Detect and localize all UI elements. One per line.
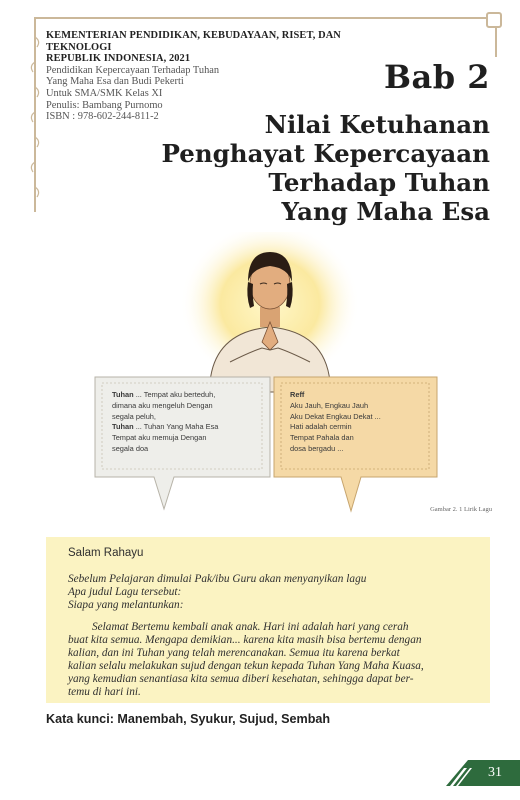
isbn-line: ISBN : 978-602-244-811-2 <box>46 111 159 123</box>
chapter-title <box>161 110 490 226</box>
lyric-heading: Reff <box>290 390 305 399</box>
ministry-line: KEMENTERIAN PENDIDIKAN, KEBUDAYAAN, RISET, DAN TEKNOLOGI <box>46 30 341 53</box>
paragraph-line: temu di hari ini. <box>68 686 141 698</box>
republic-line: REPUBLIK INDONESIA, 2021 <box>46 53 191 65</box>
figure-caption: Gambar 2. 1 Lirik Lagu <box>430 506 492 513</box>
author-line: Penulis: Bambang Purnomo <box>46 99 163 111</box>
lyric-line: Tempat Pahala dan <box>290 433 354 443</box>
subject-line: Pendidikan Kepercayaan Terhadap Tuhan <box>46 64 220 76</box>
vine-ornament-icon <box>28 17 44 212</box>
greeting-paragraph <box>68 621 478 699</box>
subject-line-2: Yang Maha Esa dan Budi Pekerti <box>46 76 184 88</box>
lyric-word: Tuhan <box>112 390 134 399</box>
page-number: 31 <box>488 765 502 780</box>
lyric-line: Tempat aku memuja Dengan <box>112 433 207 443</box>
lyric-line: Hati adalah cermin <box>290 422 352 432</box>
question-line: Siapa yang melantunkan: <box>68 599 184 611</box>
greeting-box <box>46 537 490 703</box>
chapter-label: Bab 2 <box>383 58 490 96</box>
lyric-line: segala peluh, <box>112 411 156 421</box>
paragraph-line: Selamat Bertemu kembali anak anak. Hari ini adalah hari yang cerah <box>92 621 409 633</box>
paragraph-line: buat kita semua. Mengapa demikian... karena kita masih bisa bertemu dengan <box>68 634 422 646</box>
page-number-tab <box>446 760 520 786</box>
question-line: Sebelum Pelajaran dimulai Pak/ibu Guru akan menyanyikan lagu <box>68 573 367 585</box>
lyric-line: dosa bergadu ... <box>290 443 344 453</box>
question-line: Apa judul Lagu tersebut: <box>68 586 182 598</box>
keywords: Kata kunci: Manembah, Syukur, Sujud, Sembah <box>46 712 331 726</box>
chapter-title-line: Yang Maha Esa <box>281 197 490 226</box>
grade-line: Untuk SMA/SMK Kelas XI <box>46 87 163 99</box>
paragraph-line: kalian selalu melakukan sujud dengan tekun kepada Tuhan Yang Maha Kuasa, <box>68 660 424 672</box>
praying-person-illustration <box>90 232 440 517</box>
lyric-card-right <box>290 390 430 455</box>
lyric-line: Aku Jauh, Engkau Jauh <box>290 400 369 410</box>
chapter-illustration <box>90 232 440 517</box>
lyric-word: Tuhan <box>112 422 134 432</box>
paragraph-line: kalian, dan ini Tuhan yang telah merencanakan. Semua itu karena berkat <box>68 647 400 659</box>
greeting-salutation: Salam Rahayu <box>68 547 144 559</box>
lyric-line: ... Tuhan Yang Maha Esa <box>135 422 219 432</box>
chapter-title-line: Terhadap Tuhan <box>268 168 490 197</box>
decorative-vine-left <box>34 17 40 212</box>
chapter-title-line: Nilai Ketuhanan <box>264 110 490 139</box>
lyric-line: ... Tempat aku berteduh, <box>135 390 216 399</box>
lyric-line: segala doa <box>112 443 149 453</box>
chapter-title-line: Penghayat Kepercayaan <box>161 139 490 168</box>
lyric-line: Aku Dekat Engkau Dekat ... <box>290 411 381 421</box>
publication-header <box>46 30 376 123</box>
paragraph-line: yang kemudian senantiasa kita semua diberi kesehatan, sehingga dapat ber- <box>68 673 414 685</box>
lyric-line: dimana aku mengeluh Dengan <box>112 400 213 410</box>
lyric-card-left <box>112 390 262 455</box>
